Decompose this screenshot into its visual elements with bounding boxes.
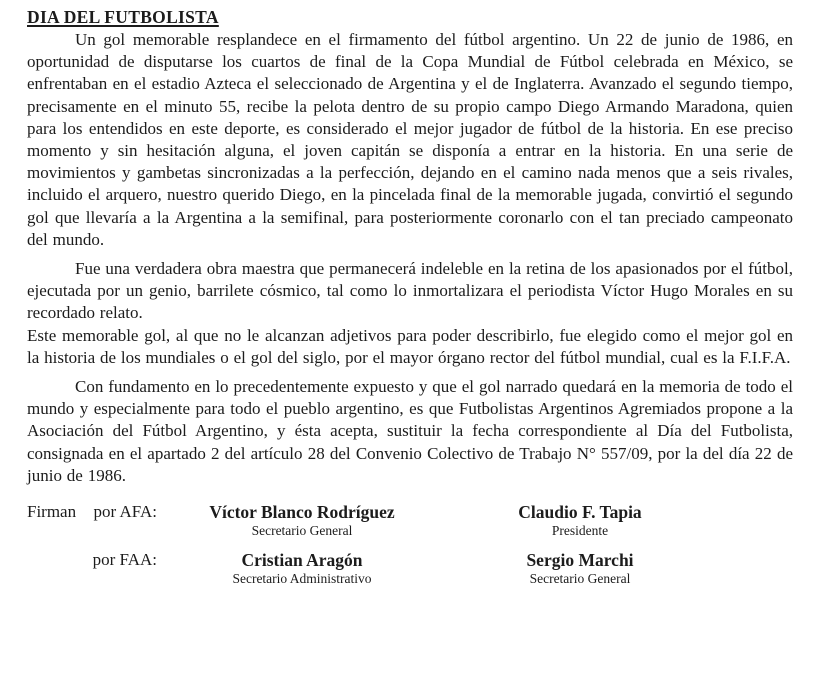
paragraph-3: Este memorable gol, al que no le alcanzan adjetivos para poder describirlo, fue elegido como el mejor gol en la historia de los mundiales o el gol del siglo, por el mayor órgano rector del fútbol mundial, cual es la F.I.F.A. — [27, 325, 793, 367]
party-label-afa: por AFA: — [93, 502, 157, 522]
signature-label-faa — [27, 550, 167, 570]
signature-label-afa — [27, 502, 167, 522]
signer-role: Presidente — [551, 523, 609, 539]
paragraph-1: Un gol memorable resplandece en el firmamento del fútbol argentino. Un 22 de junio de 1986, en oportunidad de disputarse los cuartos de final de la Copa Mundial de Fútbol celebrada en México, se enfrentaban en el estadio Azteca el seleccionado de Argentina y el de Inglaterra. Avanzado el segundo tiempo, precisamente en el minuto 55, recibe la pelota dentro de su propio campo Diego Armando Maradona, quien para los entendidos en este deporte, es considerado el mejor jugador de fútbol de la historia. En ese preciso momento y sin hesitación alguna, el joven capitán se disponía a entrar en la historia. En una serie de movimientos y gambetas sincronizadas a la perfección, dejando en el camino nada menos que a seis rivales, incluido el arquero, nuestro querido Diego, en la pincelada final de la memorable jugada, convirtió el segundo gol que llevaría a la Argentina a la semifinal, para posteriormente coronarlo con el tan preciado campeonato del mundo. — [27, 30, 793, 249]
signer-role: Secretario General — [251, 523, 353, 539]
signer-afa-secretary — [167, 502, 437, 539]
signature-row-afa — [27, 502, 793, 539]
document-body — [27, 29, 793, 487]
signer-name: Claudio F. Tapia — [518, 502, 642, 523]
paragraph-4: Con fundamento en lo precedentemente expuesto y que el gol narrado quedará en la memoria de todo el mundo y especialmente para todo el pueblo argentino, es que Futbolistas Argentinos Agremiados propone a la Asociación del Fútbol Argentino, y ésta acepta, sustituir la fecha correspondiente al Día del Futbolista, consignada en el apartado 2 del artículo 28 del Convenio Colectivo de Trabajo N° 557/09, por la del día 22 de junio de 1986. — [27, 377, 793, 485]
signer-afa-president — [437, 502, 700, 539]
signer-role: Secretario General — [529, 571, 631, 587]
signer-role: Secretario Administrativo — [232, 571, 372, 587]
signer-name: Víctor Blanco Rodríguez — [209, 502, 395, 523]
paragraph-2: Fue una verdadera obra maestra que permanecerá indeleble en la retina de los apasionados por el fútbol, ejecutada por un genio, barrilete cósmico, tal como lo inmortalizara el periodista Víctor Hugo Morales en su recordado relato. — [27, 259, 793, 323]
signer-faa-admin-secretary — [167, 550, 437, 587]
signer-name: Cristian Aragón — [241, 550, 363, 571]
firman-label: Firman — [27, 502, 77, 522]
signer-faa-general-secretary — [437, 550, 700, 587]
signature-row-faa — [27, 550, 793, 587]
signer-name: Sergio Marchi — [526, 550, 634, 571]
party-label-faa: por FAA: — [92, 550, 157, 570]
document-title: DIA DEL FUTBOLISTA — [27, 7, 219, 27]
signature-block — [27, 502, 793, 587]
